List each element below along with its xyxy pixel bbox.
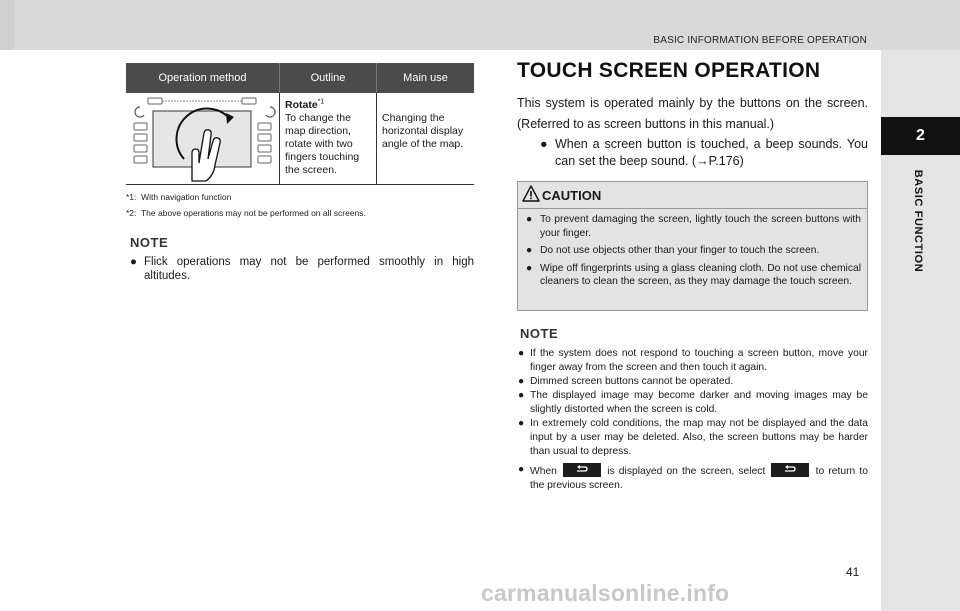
header-title: BASIC INFORMATION BEFORE OPERATION bbox=[653, 35, 867, 46]
bullet-icon: ● bbox=[130, 256, 137, 268]
bullet-icon: ● bbox=[518, 390, 525, 401]
warning-triangle-icon bbox=[522, 185, 540, 202]
note-left bbox=[130, 235, 474, 283]
table-header bbox=[126, 63, 474, 93]
caution-box bbox=[517, 181, 868, 311]
note-item bbox=[518, 417, 868, 459]
header-main-use: Main use bbox=[376, 63, 474, 93]
outline-title: Rotate bbox=[285, 99, 318, 111]
note-item bbox=[518, 347, 868, 375]
note-text-part2: is displayed on the screen, select bbox=[607, 466, 766, 477]
caution-item bbox=[526, 244, 861, 258]
footnote-text: The above operations may not be performed on all screens. bbox=[140, 208, 366, 218]
section-title: TOUCH SCREEN OPERATION bbox=[517, 59, 821, 82]
table-row bbox=[126, 93, 474, 185]
operation-table bbox=[126, 63, 474, 185]
footnotes bbox=[126, 192, 366, 224]
footnote-text: With navigation function bbox=[141, 192, 232, 202]
bullet-icon: ● bbox=[526, 245, 533, 256]
bullet-icon: ● bbox=[526, 214, 533, 225]
bullet-icon: ● bbox=[518, 464, 525, 475]
section-bullet bbox=[540, 136, 868, 170]
chapter-label-wrap bbox=[908, 165, 928, 277]
note-text-part3: to return to the previous screen. bbox=[530, 466, 868, 491]
note-item bbox=[518, 389, 868, 417]
back-button-image bbox=[563, 463, 601, 477]
note-text: The displayed image may become darker and moving images may be slightly distorted when the screen is cold. bbox=[530, 390, 868, 415]
caution-item bbox=[526, 213, 861, 240]
footnote bbox=[126, 208, 366, 224]
back-button-image bbox=[771, 463, 809, 477]
note-item bbox=[130, 255, 474, 283]
main-use-cell: Changing the horizontal display angle of the map. bbox=[376, 93, 474, 184]
note-text: Flick operations may not be performed smoothly in high altitudes. bbox=[144, 256, 474, 282]
bullet-icon: ● bbox=[526, 262, 533, 274]
header-operation-method: Operation method bbox=[158, 72, 247, 84]
section-bullet-text: When a screen button is touched, a beep sounds. You can set the beep sound. (→P.176) bbox=[555, 137, 868, 168]
outline-text: To change the map direction, rotate with two fingers touching the screen. bbox=[285, 112, 360, 176]
caution-title: CAUTION bbox=[542, 188, 602, 203]
note-text: In extremely cold conditions, the map may not be displayed and the data input by a user may be deleted. Also, the screen buttons may be harder than usual to depress. bbox=[530, 418, 868, 457]
note-title: NOTE bbox=[520, 326, 559, 341]
rotate-illustration bbox=[126, 93, 279, 184]
bullet-icon: ● bbox=[518, 418, 525, 429]
note-item bbox=[518, 463, 868, 493]
footnote bbox=[126, 192, 366, 208]
caution-body bbox=[518, 209, 867, 289]
note-text-part1: When bbox=[530, 466, 557, 477]
caution-item bbox=[526, 262, 861, 289]
caution-text: Wipe off fingerprints using a glass cleaning cloth. Do not use chemical cleaners to clean the screen, as they may damage the touch screen. bbox=[540, 262, 861, 287]
caution-text: Do not use objects other than your finger to touch the screen. bbox=[540, 245, 820, 256]
header-outline: Outline bbox=[279, 63, 376, 93]
chapter-label: BASIC FUNCTION bbox=[912, 169, 924, 273]
note-title: NOTE bbox=[130, 235, 169, 250]
footnote-mark: *2: bbox=[126, 208, 137, 218]
top-bar-edge bbox=[0, 0, 14, 50]
note-text: Dimmed screen buttons cannot be operated. bbox=[530, 376, 734, 387]
note-right bbox=[518, 326, 868, 493]
watermark: carmanualsonline.info bbox=[481, 580, 730, 606]
note-text: If the system does not respond to touching a screen button, move your finger away from the screen and then touch it again. bbox=[530, 348, 868, 373]
chapter-number: 2 bbox=[881, 117, 960, 155]
page-number: 41 bbox=[846, 565, 860, 579]
rotate-gesture-icon bbox=[126, 93, 279, 185]
outline-cell bbox=[279, 93, 376, 184]
caution-text: To prevent damaging the screen, lightly touch the screen buttons with your finger. bbox=[540, 214, 861, 239]
caution-header bbox=[518, 182, 867, 209]
bullet-icon: ● bbox=[540, 137, 548, 151]
bullet-icon: ● bbox=[518, 376, 525, 387]
section-intro: This system is operated mainly by the buttons on the screen. (Referred to as screen buttons in this manual.) bbox=[517, 96, 868, 131]
back-arrow-icon bbox=[576, 465, 588, 475]
bullet-icon: ● bbox=[518, 348, 525, 359]
note-item bbox=[518, 375, 868, 389]
back-arrow-icon bbox=[784, 465, 796, 475]
outline-footnote-mark: *1 bbox=[317, 98, 325, 106]
footnote-mark: *1: bbox=[126, 192, 137, 202]
